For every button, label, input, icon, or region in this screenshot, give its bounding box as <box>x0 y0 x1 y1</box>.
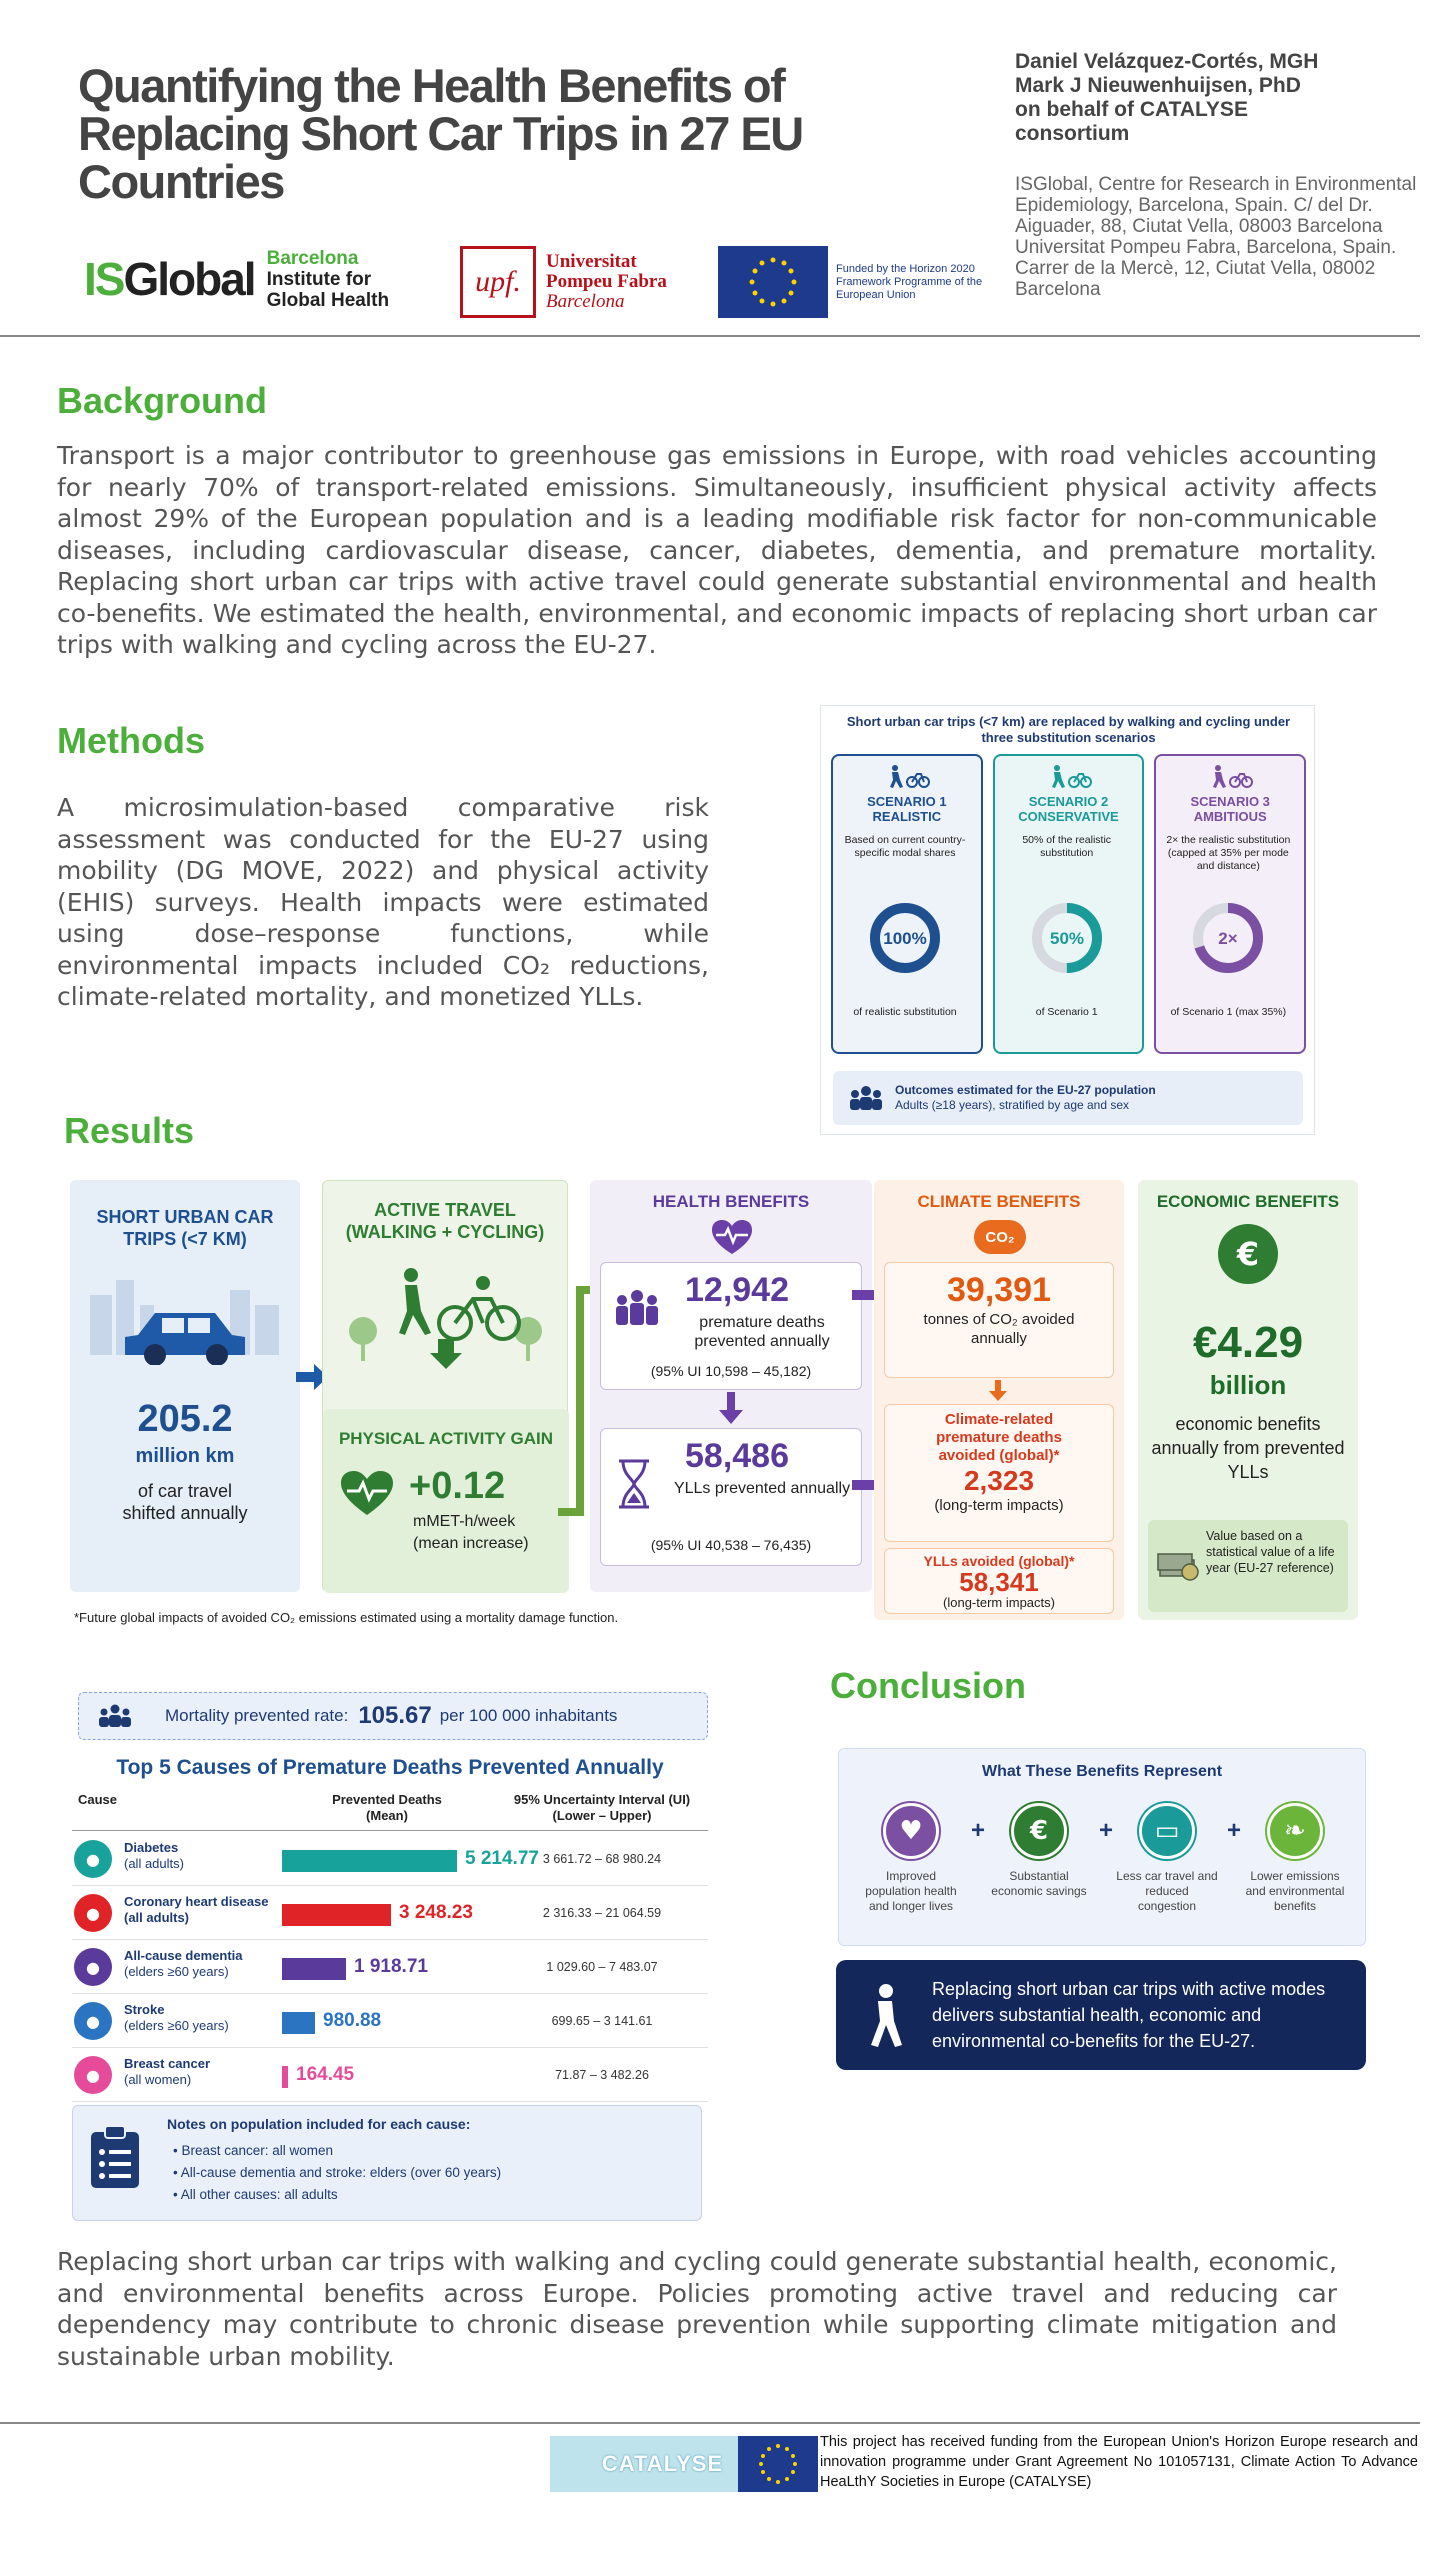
walk-cycle-icon <box>343 1261 549 1371</box>
upf-mark: upf. <box>460 246 536 318</box>
car-trips-panel <box>70 1180 300 1592</box>
notes-box <box>72 2105 702 2221</box>
plus-icon: + <box>971 1817 986 1844</box>
plus-icon: + <box>1099 1817 1114 1844</box>
climate-deaths-box <box>884 1404 1114 1542</box>
benefit-label: Substantial economic savings <box>991 1869 1087 1898</box>
background-text: Transport is a major contributor to greenhouse gas emissions in Europe, with road vehicles accounting for nearly 70% of transport-related emissions. Simultaneously, insufficient physical activity affects almost 29% of the European population and is a leading modifiable risk factor for non-communicable diseases, including cardiovascular disease, cancer, diabetes, dementia, and premature mortality. Replacing short urban car trips with active travel could generate substantial environmental and health co-benefits. We estimated the health, environmental, and economic impacts of replacing short urban car trips with walking and cycling across the EU-27. <box>57 441 1377 659</box>
climate-ylls-value: 58,341 <box>959 1567 1039 1597</box>
scenario-desc: Based on current country-specific modal shares <box>844 834 966 859</box>
climate-deaths-note: (long-term impacts) <box>934 1497 1064 1514</box>
health-panel <box>590 1180 872 1592</box>
population-icon <box>849 1085 883 1111</box>
scenario-foot: of realistic substitution <box>853 1006 957 1018</box>
upf-line1: Universitat <box>546 251 637 272</box>
eu-flag-icon <box>738 2436 818 2492</box>
co2-cloud-icon: CO₂ <box>974 1220 1026 1254</box>
col-ui: 95% Uncertainty Interval (UI) (Lower – Upper) <box>513 1792 691 1823</box>
stroke-icon: ● <box>74 2002 112 2040</box>
background-heading: Background <box>57 380 268 421</box>
notes-title: Notes on population included for each cause: <box>167 2116 471 2132</box>
eu-flag-icon <box>718 246 828 318</box>
table-row <box>72 1832 708 1886</box>
scenarios-caption: Short urban car trips (<7 km) are replaced by walking and cycling under three substitution scenarios <box>846 714 1291 745</box>
scenario-desc: 50% of the realistic substitution <box>1022 834 1112 859</box>
conclusion-banner <box>836 1960 1366 2070</box>
economic-note-box <box>1148 1520 1348 1612</box>
walk-cycle-icon <box>886 764 930 788</box>
scenario-name: SCENARIO 1 REALISTIC <box>867 794 947 824</box>
climate-panel <box>874 1180 1124 1620</box>
methods-text: A microsimulation-based comparative risk assessment was conducted for the EU-27 using mobility (DG MOVE, 2022) and physical activity (EHIS) surveys. Health impacts were estimated using dose–response functions, while environmental impacts included CO₂ reductions, climate-related mortality, and monetized YLLs. <box>57 793 709 1011</box>
scenario-foot: of Scenario 1 (max 35%) <box>1170 1006 1287 1018</box>
outcome-box <box>833 1071 1303 1125</box>
catalyse-logo: CATALYSE <box>550 2436 775 2492</box>
rate-unit: per 100 000 inhabitants <box>439 1706 618 1725</box>
poster-title: Quantifying the Health Benefits of Replacing Short Car Trips in 27 EU Countries <box>78 59 803 208</box>
eu-funding-text: Funded by the Horizon 2020 Framework Programme of the European Union <box>836 262 983 301</box>
population-icon <box>99 1704 131 1728</box>
benefit-item <box>987 1793 1091 1933</box>
col-cause: Cause <box>78 1792 118 1807</box>
city-car-icon <box>80 1265 290 1365</box>
co2-value: 39,391 <box>947 1271 1051 1309</box>
header-divider <box>0 335 1420 337</box>
ylls-box <box>600 1428 862 1566</box>
isglobal-line3: Global Health <box>266 289 390 311</box>
car-trips-title: SHORT URBAN CAR TRIPS (<7 KM) <box>96 1207 274 1249</box>
note-item: • All other causes: all adults <box>173 2187 338 2202</box>
climate-ylls-note: (long-term impacts) <box>943 1595 1055 1610</box>
ui-value: 71.87 – 3 482.26 <box>555 2068 649 2082</box>
mortality-panel <box>72 1692 708 2260</box>
author-3: on behalf of CATALYSE <box>1015 98 1248 121</box>
methods-heading: Methods <box>57 720 205 761</box>
euro-icon: € <box>1011 1803 1067 1859</box>
arrow-down-icon <box>988 1380 1008 1402</box>
bar-value: 164.45 <box>296 2064 355 2085</box>
hourglass-icon <box>617 1459 651 1509</box>
benefit-label: Lower emissions and environmental benefits <box>1245 1869 1345 1913</box>
heart-icon: ● <box>74 1894 112 1932</box>
pa-gain-value: +0.12 <box>409 1465 506 1507</box>
car-km-desc: of car travel shifted annually <box>122 1481 248 1523</box>
benefit-label: Less car travel and reduced congestion <box>1116 1869 1218 1913</box>
table-row <box>72 2048 708 2102</box>
author-1: Daniel Velázquez-Cortés, MGH <box>1015 50 1319 73</box>
pa-gain-note: (mean increase) <box>413 1535 529 1552</box>
affiliation: ISGlobal, Centre for Research in Environmental Epidemiology, Barcelona, Spain. C/ del Dr. Aiguader, 88, Ciutat Vella, 08003 Barcelona Universitat Pompeu Fabra, Barcelona, Spain. Carrer de la Mercè, 12, Ciutat Vella, 08002 Barcelona <box>1015 174 1417 300</box>
deaths-ui: (95% UI 10,598 – 45,182) <box>650 1363 812 1379</box>
ribbon-icon: ● <box>74 2056 112 2094</box>
isglobal-line2: Institute for <box>266 268 372 290</box>
banner-text: Replacing short urban car trips with active modes delivers substantial health, economic and environmental co-benefits for the EU-27. <box>932 1979 1326 2051</box>
co2-box <box>884 1262 1114 1378</box>
scenario-ring <box>1186 896 1270 980</box>
note-item: • All-cause dementia and stroke: elders (over 60 years) <box>173 2165 502 2180</box>
upf-line2: Pompeu Fabra <box>546 271 667 292</box>
economic-label: economic benefits annually from prevented YLLs <box>1151 1414 1345 1482</box>
outcome-title: Outcomes estimated for the EU-27 population <box>895 1083 1156 1097</box>
benefit-label: Improved population health and longer lives <box>865 1869 957 1913</box>
pa-gain-title: PHYSICAL ACTIVITY GAIN <box>338 1429 554 1448</box>
scenario-ring <box>1025 896 1109 980</box>
results-heading: Results <box>64 1110 195 1151</box>
scenario-card <box>831 754 983 1054</box>
co2-label: tonnes of CO₂ avoided annually <box>923 1311 1075 1347</box>
walk-cycle-icon <box>1048 764 1092 788</box>
rate-value: 105.67 <box>358 1702 432 1729</box>
pa-gain-unit: mMET-h/week <box>413 1513 516 1530</box>
results-footnote: *Future global impacts of avoided CO₂ emissions estimated using a mortality damage function. <box>74 1610 619 1625</box>
economic-note: Value based on a statistical value of a life year (EU-27 reference) <box>1206 1529 1335 1575</box>
cause-label: Stroke (elders ≥60 years) <box>124 2002 229 2033</box>
benefit-item <box>1115 1793 1219 1933</box>
col-deaths: Prevented Deaths (Mean) <box>332 1792 442 1823</box>
cause-label: Coronary heart disease (all adults) <box>124 1894 269 1925</box>
scenario-foot: of Scenario 1 <box>1035 1006 1098 1018</box>
scenario-card <box>993 754 1145 1054</box>
economic-unit: billion <box>1209 1370 1287 1400</box>
bar-value: 980.88 <box>323 2010 382 2031</box>
active-travel-title: ACTIVE TRAVEL (WALKING + CYCLING) <box>345 1200 545 1242</box>
clipboard-icon <box>87 2124 143 2190</box>
cause-label: Breast cancer (all women) <box>124 2056 210 2087</box>
health-title: HEALTH BENEFITS <box>652 1192 810 1211</box>
euro-icon: € <box>1218 1224 1278 1284</box>
active-travel-panel <box>322 1180 568 1592</box>
ui-value: 3 661.72 – 68 980.24 <box>542 1852 662 1866</box>
benefit-item <box>859 1793 963 1933</box>
svg-text:50%: 50% <box>1049 929 1084 948</box>
car-icon: ▭ <box>1139 1803 1195 1859</box>
heart-pulse-icon <box>341 1471 393 1517</box>
table-row <box>72 1994 708 2048</box>
eu-logo <box>718 246 991 318</box>
ylls-ui: (95% UI 40,538 – 76,435) <box>650 1537 812 1553</box>
economic-title: ECONOMIC BENEFITS <box>1156 1192 1340 1211</box>
money-icon <box>1156 1538 1200 1582</box>
heart-pulse-icon <box>712 1220 752 1256</box>
arrow-down-icon <box>718 1392 744 1426</box>
scenario-ring <box>863 896 947 980</box>
scenario-card <box>1154 754 1306 1054</box>
plus-icon: + <box>1227 1817 1242 1844</box>
climate-deaths-label: Climate-related premature deaths avoided (global)* <box>936 1411 1062 1464</box>
climate-deaths-value: 2,323 <box>963 1465 1035 1496</box>
conclusion-text: Replacing short urban car trips with walking and cycling could generate substantial health, economic, and environmental benefits across Europe. Policies promoting active travel and reducing car dependency may contribute to chronic disease prevention while supporting climate mitigation and sustainable urban mobility. <box>57 2247 1337 2371</box>
ui-value: 1 029.60 – 7 483.07 <box>546 1960 658 1974</box>
heart-pulse-icon: ♥ <box>883 1803 939 1859</box>
bar <box>282 1904 391 1926</box>
author-2: Mark J Nieuwenhuijsen, PhD <box>1015 74 1301 97</box>
svg-text:100%: 100% <box>883 929 927 948</box>
car-km-value: 205.2 <box>137 1398 233 1440</box>
bar <box>282 1850 457 1872</box>
authors <box>1015 50 1435 146</box>
table-row <box>72 1940 708 1994</box>
walking-person-icon <box>864 1983 904 2047</box>
ui-value: 699.65 – 3 141.61 <box>551 2014 653 2028</box>
ylls-value: 58,486 <box>685 1437 789 1475</box>
cause-label: All-cause dementia (elders ≥60 years) <box>124 1948 243 1979</box>
bar <box>282 2066 288 2088</box>
upf-line3: Barcelona <box>546 291 625 312</box>
conclusion-heading: Conclusion <box>830 1665 1026 1706</box>
isglobal-logo: ISGlobal Barcelona Institute for Global Health <box>84 247 390 311</box>
table-title: Top 5 Causes of Premature Deaths Prevented Annually <box>116 1756 664 1779</box>
footer-divider <box>0 2422 1420 2424</box>
rate-label: Mortality prevented rate: <box>165 1706 349 1725</box>
economic-value: €4.29 <box>1192 1318 1304 1367</box>
deaths-value: 12,942 <box>685 1271 789 1309</box>
results-figure <box>62 1172 1358 1632</box>
bar-value: 1 918.71 <box>354 1956 428 1977</box>
isglobal-city: Barcelona <box>266 247 359 269</box>
ui-value: 2 316.33 – 21 064.59 <box>542 1906 662 1920</box>
economic-panel <box>1138 1180 1358 1620</box>
author-4: consortium <box>1015 122 1130 145</box>
car-km-unit: million km <box>135 1445 235 1467</box>
svg-text:2×: 2× <box>1218 929 1239 948</box>
pa-gain-box <box>323 1409 569 1593</box>
bar-value: 5 214.77 <box>465 1848 539 1869</box>
bar <box>282 1958 346 1980</box>
bar <box>282 2012 315 2034</box>
deaths-box <box>600 1262 862 1390</box>
table-row <box>72 1886 708 1940</box>
note-item: • Breast cancer: all women <box>173 2143 334 2158</box>
climate-title: CLIMATE BENEFITS <box>917 1192 1081 1211</box>
people-icon <box>613 1289 661 1329</box>
benefit-item <box>1243 1793 1347 1933</box>
scenario-name: SCENARIO 2 CONSERVATIVE <box>1018 794 1119 824</box>
leaf-icon: ❧ <box>1267 1803 1323 1859</box>
walk-cycle-icon <box>1209 764 1253 788</box>
scenario-name: SCENARIO 3 AMBITIOUS <box>1190 794 1270 824</box>
benefits-title: What These Benefits Represent <box>981 1763 1223 1780</box>
bar-value: 3 248.23 <box>399 1902 473 1923</box>
cause-label: Diabetes (all adults) <box>124 1840 184 1871</box>
diabetes-icon: ● <box>74 1840 112 1878</box>
notes-list <box>173 2140 501 2206</box>
climate-ylls-label: YLLs avoided (global)* <box>923 1553 1075 1569</box>
ylls-label: YLLs prevented annually <box>673 1480 851 1497</box>
mortality-rate-box <box>78 1692 708 1740</box>
outcome-sub: Adults (≥18 years), stratified by age and sex <box>895 1098 1130 1112</box>
deaths-label: premature deaths prevented annually <box>694 1314 830 1350</box>
climate-ylls-box <box>884 1548 1114 1614</box>
scenario-desc: 2× the realistic substitution (capped at 35% per mode and distance) <box>1166 834 1291 872</box>
upf-logo <box>460 246 667 318</box>
brain-icon: ● <box>74 1948 112 1986</box>
scenarios-figure <box>820 705 1315 1135</box>
funding-text: This project has received funding from the European Union's Horizon Europe research and innovation programme under Grant Agreement No 101057131, Climate Action To Advance HeaLthY Societies in Europe (CATALYSE) <box>820 2434 1418 2490</box>
benefits-box <box>838 1748 1366 1946</box>
